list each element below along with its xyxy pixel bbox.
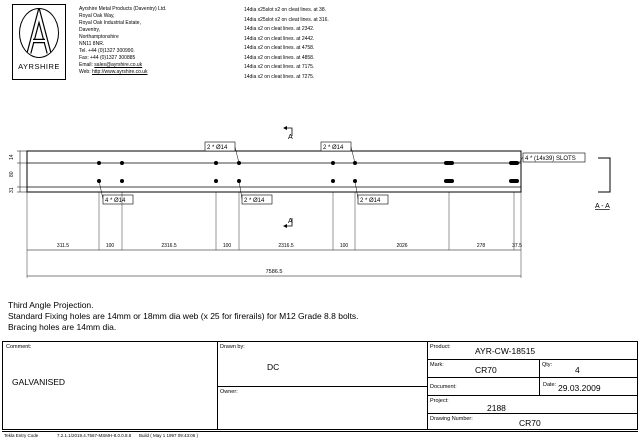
hole-note: 14dia x25slot x2 on cleat lines. at 38. [244, 7, 326, 13]
hole [331, 161, 335, 165]
title-block [2, 341, 638, 430]
footer [2, 431, 638, 440]
hole-note: 14dia x2 on cleat lines. at 2342. [244, 26, 315, 32]
slot [509, 179, 519, 183]
extension-lines [27, 192, 521, 278]
callout-top: 2 * Ø14 [207, 145, 228, 151]
slot [444, 179, 454, 183]
slot [444, 161, 454, 165]
project-cell [428, 396, 637, 414]
callout-bottom: 4 * Ø14 [105, 198, 126, 204]
callout-bottom: 2 * Ø14 [360, 198, 381, 204]
product-cell [428, 342, 637, 360]
qty-value: 4 [575, 365, 580, 375]
hole [120, 161, 124, 165]
fax-line: Fax: +44 (0)1327 300885 [79, 55, 136, 61]
hole [214, 161, 218, 165]
dim-text: 2026 [396, 243, 408, 249]
address-line: Daventry, [79, 27, 101, 33]
section-marker-top: A [288, 134, 293, 141]
vertical-dim-text: 14 [9, 154, 15, 160]
drawn-by-value: DC [267, 362, 280, 372]
mark-label: Mark: [430, 362, 444, 368]
hole [97, 161, 101, 165]
slots-callout: 4 * (14x39) SLOTS [525, 156, 576, 162]
web-label: Web: [79, 69, 91, 75]
footer-right: Build ( May 1 1997 09:43:06 ) [139, 433, 199, 438]
hole-note: 14dia x25slot x2 on cleat lines. at 316. [244, 16, 329, 23]
dim-text: 2316.5 [161, 243, 177, 249]
drawing-number-cell [428, 414, 637, 429]
project-label: Project: [430, 398, 449, 404]
footer-left: Tekla Entry Code [4, 433, 39, 438]
qty-label: Qty: [542, 362, 553, 368]
callout-top: 2 * Ø14 [323, 145, 344, 151]
note-line: Standard Fixing holes are 14mm or 18mm dia web (x 25 for firerails) for M12 Grade 8.8 bolts. [8, 311, 359, 321]
hole [331, 179, 335, 183]
phone-line: Tel. +44 (0)1327 300990. [79, 48, 135, 54]
hole [120, 179, 124, 183]
owner-cell [217, 387, 428, 429]
email-label: Email: [79, 62, 93, 68]
project-value: 2188 [487, 403, 506, 413]
section-view-profile [598, 158, 610, 192]
dim-text: 100 [339, 243, 349, 249]
document-cell [428, 378, 540, 396]
member-outline [27, 151, 521, 192]
dim-text: 2316.5 [278, 243, 294, 249]
footer-mid: 7.2.1.1/2019.4.7567-MSMH-8.0.0.8.8 [57, 433, 132, 438]
comment-cell [3, 342, 218, 429]
mark-value: CR70 [475, 365, 497, 375]
logo-name: AYRSHIRE [18, 62, 60, 71]
overall-length: 7586.5 [265, 269, 283, 275]
date-label: Date: [543, 382, 557, 388]
note-line: Third Angle Projection. [8, 300, 94, 310]
address-line: Royal Oak Way, [79, 13, 115, 19]
product-value: AYR-CW-18515 [475, 346, 536, 356]
web-link[interactable]: http://www.ayrshire.co.uk [91, 69, 148, 75]
dim-text: 100 [105, 243, 115, 249]
comment-label: Comment: [6, 344, 32, 350]
qty-cell [540, 360, 637, 378]
address-line: NN11 8NR. [79, 41, 105, 47]
mark-cell [428, 360, 540, 378]
vertical-dim-text: 80 [9, 171, 15, 177]
section-marker-bottom: A [288, 218, 293, 225]
hole [214, 179, 218, 183]
general-notes [8, 300, 359, 333]
note-line: Bracing holes are 14mm dia. [8, 322, 117, 332]
dim-text: 311.5 [56, 243, 70, 249]
slot [509, 161, 519, 165]
date-cell [540, 378, 637, 396]
hole-note: 14dia x2 on cleat lines. at 7175. [244, 64, 315, 70]
address-line: Northamptonshire [79, 34, 119, 40]
owner-label: Owner: [220, 389, 238, 395]
address-line: Royal Oak Industrial Estate, [79, 20, 141, 26]
product-label: Product: [430, 344, 451, 350]
hole-note: 14dia x2 on cleat lines. at 4758. [244, 45, 315, 51]
dim-text: 100 [222, 243, 232, 249]
email-link[interactable]: sales@ayrshire.co.uk [94, 62, 143, 68]
callout-bottom: 2 * Ø14 [244, 198, 265, 204]
date-value: 29.03.2009 [558, 383, 601, 393]
drawing-number-value: CR70 [519, 418, 541, 428]
hole-note: 14dia x2 on cleat lines. at 7275. [244, 73, 315, 80]
dim-text: 37.5 [512, 243, 522, 249]
dim-text: 278 [476, 243, 486, 249]
dimension-texts [57, 243, 522, 249]
section-label: A - A [595, 203, 610, 210]
drawn-by-cell [217, 342, 428, 387]
vertical-dim-text: 31 [9, 187, 15, 193]
document-label: Document: [430, 384, 457, 390]
comment-value: GALVANISED [12, 377, 66, 387]
drawn-by-label: Drawn by: [220, 344, 245, 350]
hole-note: 14dia x2 on cleat lines. at 4858. [244, 54, 315, 61]
address-line: Ayrshire Metal Products (Daventry) Ltd. [79, 6, 167, 12]
hole-note: 14dia x2 on cleat lines. at 2442. [244, 35, 315, 42]
drawing-number-label: Drawing Number: [430, 416, 473, 422]
